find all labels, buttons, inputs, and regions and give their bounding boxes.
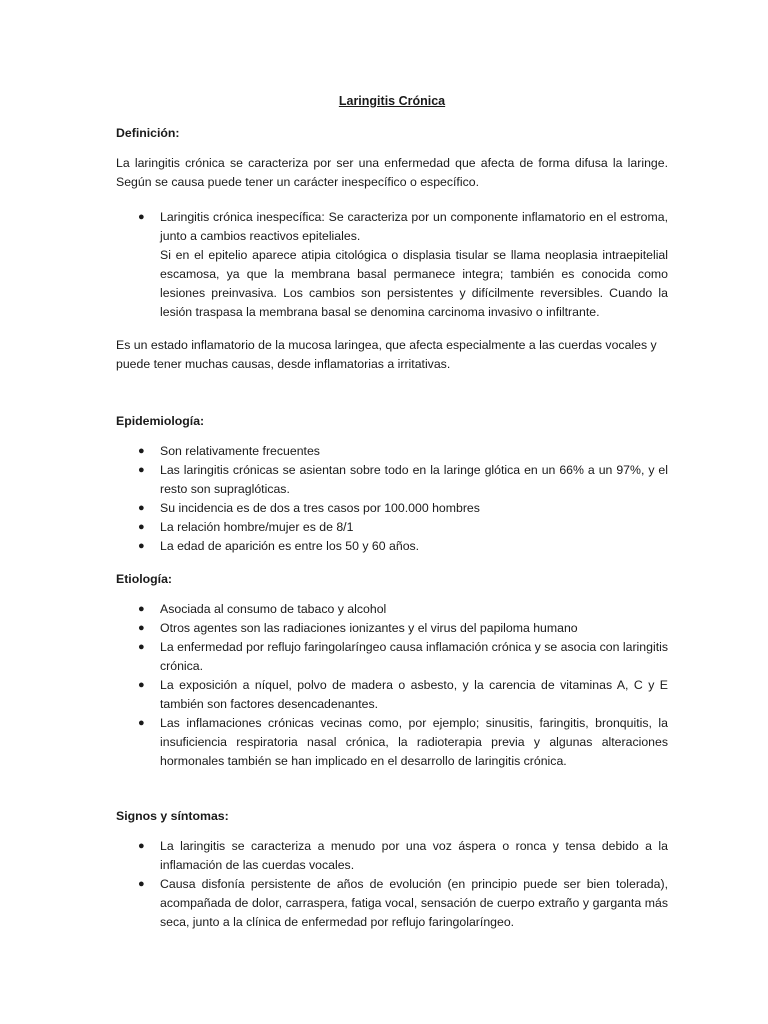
etiologia-heading: Etiología:	[116, 572, 173, 586]
list-item-text: La relación hombre/mujer es de 8/1	[160, 520, 354, 534]
bullet-icon: ●	[138, 502, 145, 514]
list-item	[116, 537, 668, 556]
list-item	[116, 518, 668, 537]
list-item-text: La enfermedad por reflujo faringolaríngeo causa inflamación crónica y se asocia con laringitis crónica.	[160, 640, 668, 673]
list-item-text: La laringitis se caracteriza a menudo por una voz áspera o ronca y tensa debido a la inflamación de las cuerdas vocales.	[160, 839, 668, 872]
epidemiologia-list	[116, 442, 668, 556]
list-item-text: Causa disfonía persistente de años de evolución (en principio puede ser bien tolerada), acompañada de dolor, carraspera, fatiga vocal, sensación de cuerpo extraño y garganta más seca, junto a la clínica de enfermedad por reflujo faringolaríngeo.	[160, 877, 668, 929]
definicion-list	[116, 208, 668, 322]
signos-heading: Signos y síntomas:	[116, 809, 229, 823]
list-item-text: Su incidencia es de dos a tres casos por 100.000 hombres	[160, 501, 480, 515]
list-item	[116, 461, 668, 499]
epidemiologia-heading: Epidemiología:	[116, 414, 205, 428]
list-item	[116, 875, 668, 932]
list-item-text: La edad de aparición es entre los 50 y 60 años.	[160, 539, 420, 553]
list-item-text: Asociada al consumo de tabaco y alcohol	[160, 602, 387, 616]
bullet-icon: ●	[138, 540, 145, 552]
bullet-icon: ●	[138, 840, 145, 852]
list-item	[116, 600, 668, 619]
list-item	[116, 638, 668, 676]
list-item-text: Las inflamaciones crónicas vecinas como, por ejemplo; sinusitis, faringitis, bronquitis, la insuficiencia respiratoria nasal crónica, la radioterapia previa y algunas alteraciones hormonales también se han implicado en el desarrollo de laringitis crónica.	[160, 716, 668, 768]
list-item	[116, 676, 668, 714]
bullet-icon: ●	[138, 445, 145, 457]
list-item	[116, 442, 668, 461]
document-title: Laringitis Crónica	[338, 94, 446, 108]
bullet-text-continued: Si en el epitelio aparece atipia citológica o displasia tisular se llama neoplasia intraepitelial escamosa, ya que la membrana basal permanece integra; también es conocida como lesiones preinvasiva. Los cambios son persistentes y difícilmente reversibles. Cuando la lesión traspasa la membrana basal se denomina carcinoma invasivo o infiltrante.	[160, 248, 668, 319]
bullet-icon: ●	[138, 464, 145, 476]
bullet-icon: ●	[138, 521, 145, 533]
list-item	[116, 837, 668, 875]
list-item	[116, 208, 668, 322]
definicion-closing: Es un estado inflamatorio de la mucosa laringea, que afecta especialmente a las cuerdas vocales y puede tener muchas causas, desde inflamatorias a irritativas.	[116, 338, 657, 371]
list-item	[116, 499, 668, 518]
definicion-heading: Definición:	[116, 126, 180, 140]
list-item-text: La exposición a níquel, polvo de madera o asbesto, y la carencia de vitaminas A, C y E también son factores desencadenantes.	[160, 678, 668, 711]
etiologia-list	[116, 600, 668, 771]
list-item-text: Las laringitis crónicas se asientan sobre todo en la laringe glótica en un 66% a un 97%, y el resto son supraglóticas.	[160, 463, 668, 496]
bullet-text: Laringitis crónica inespecífica: Se caracteriza por un componente inflamatorio en el estroma, junto a cambios reactivos epiteliales.	[160, 210, 668, 243]
definicion-intro: La laringitis crónica se caracteriza por ser una enfermedad que afecta de forma difusa la laringe. Según se causa puede tener un carácter inespecífico o específico.	[116, 156, 668, 189]
bullet-icon: ●	[138, 641, 145, 653]
signos-list	[116, 837, 668, 932]
bullet-icon: ●	[138, 622, 145, 634]
list-item-text: Otros agentes son las radiaciones ionizantes y el virus del papiloma humano	[160, 621, 578, 635]
bullet-icon: ●	[138, 717, 145, 729]
bullet-icon: ●	[138, 211, 145, 223]
bullet-icon: ●	[138, 679, 145, 691]
list-item	[116, 619, 668, 638]
bullet-icon: ●	[138, 878, 145, 890]
list-item	[116, 714, 668, 771]
list-item-text: Son relativamente frecuentes	[160, 444, 320, 458]
bullet-icon: ●	[138, 603, 145, 615]
